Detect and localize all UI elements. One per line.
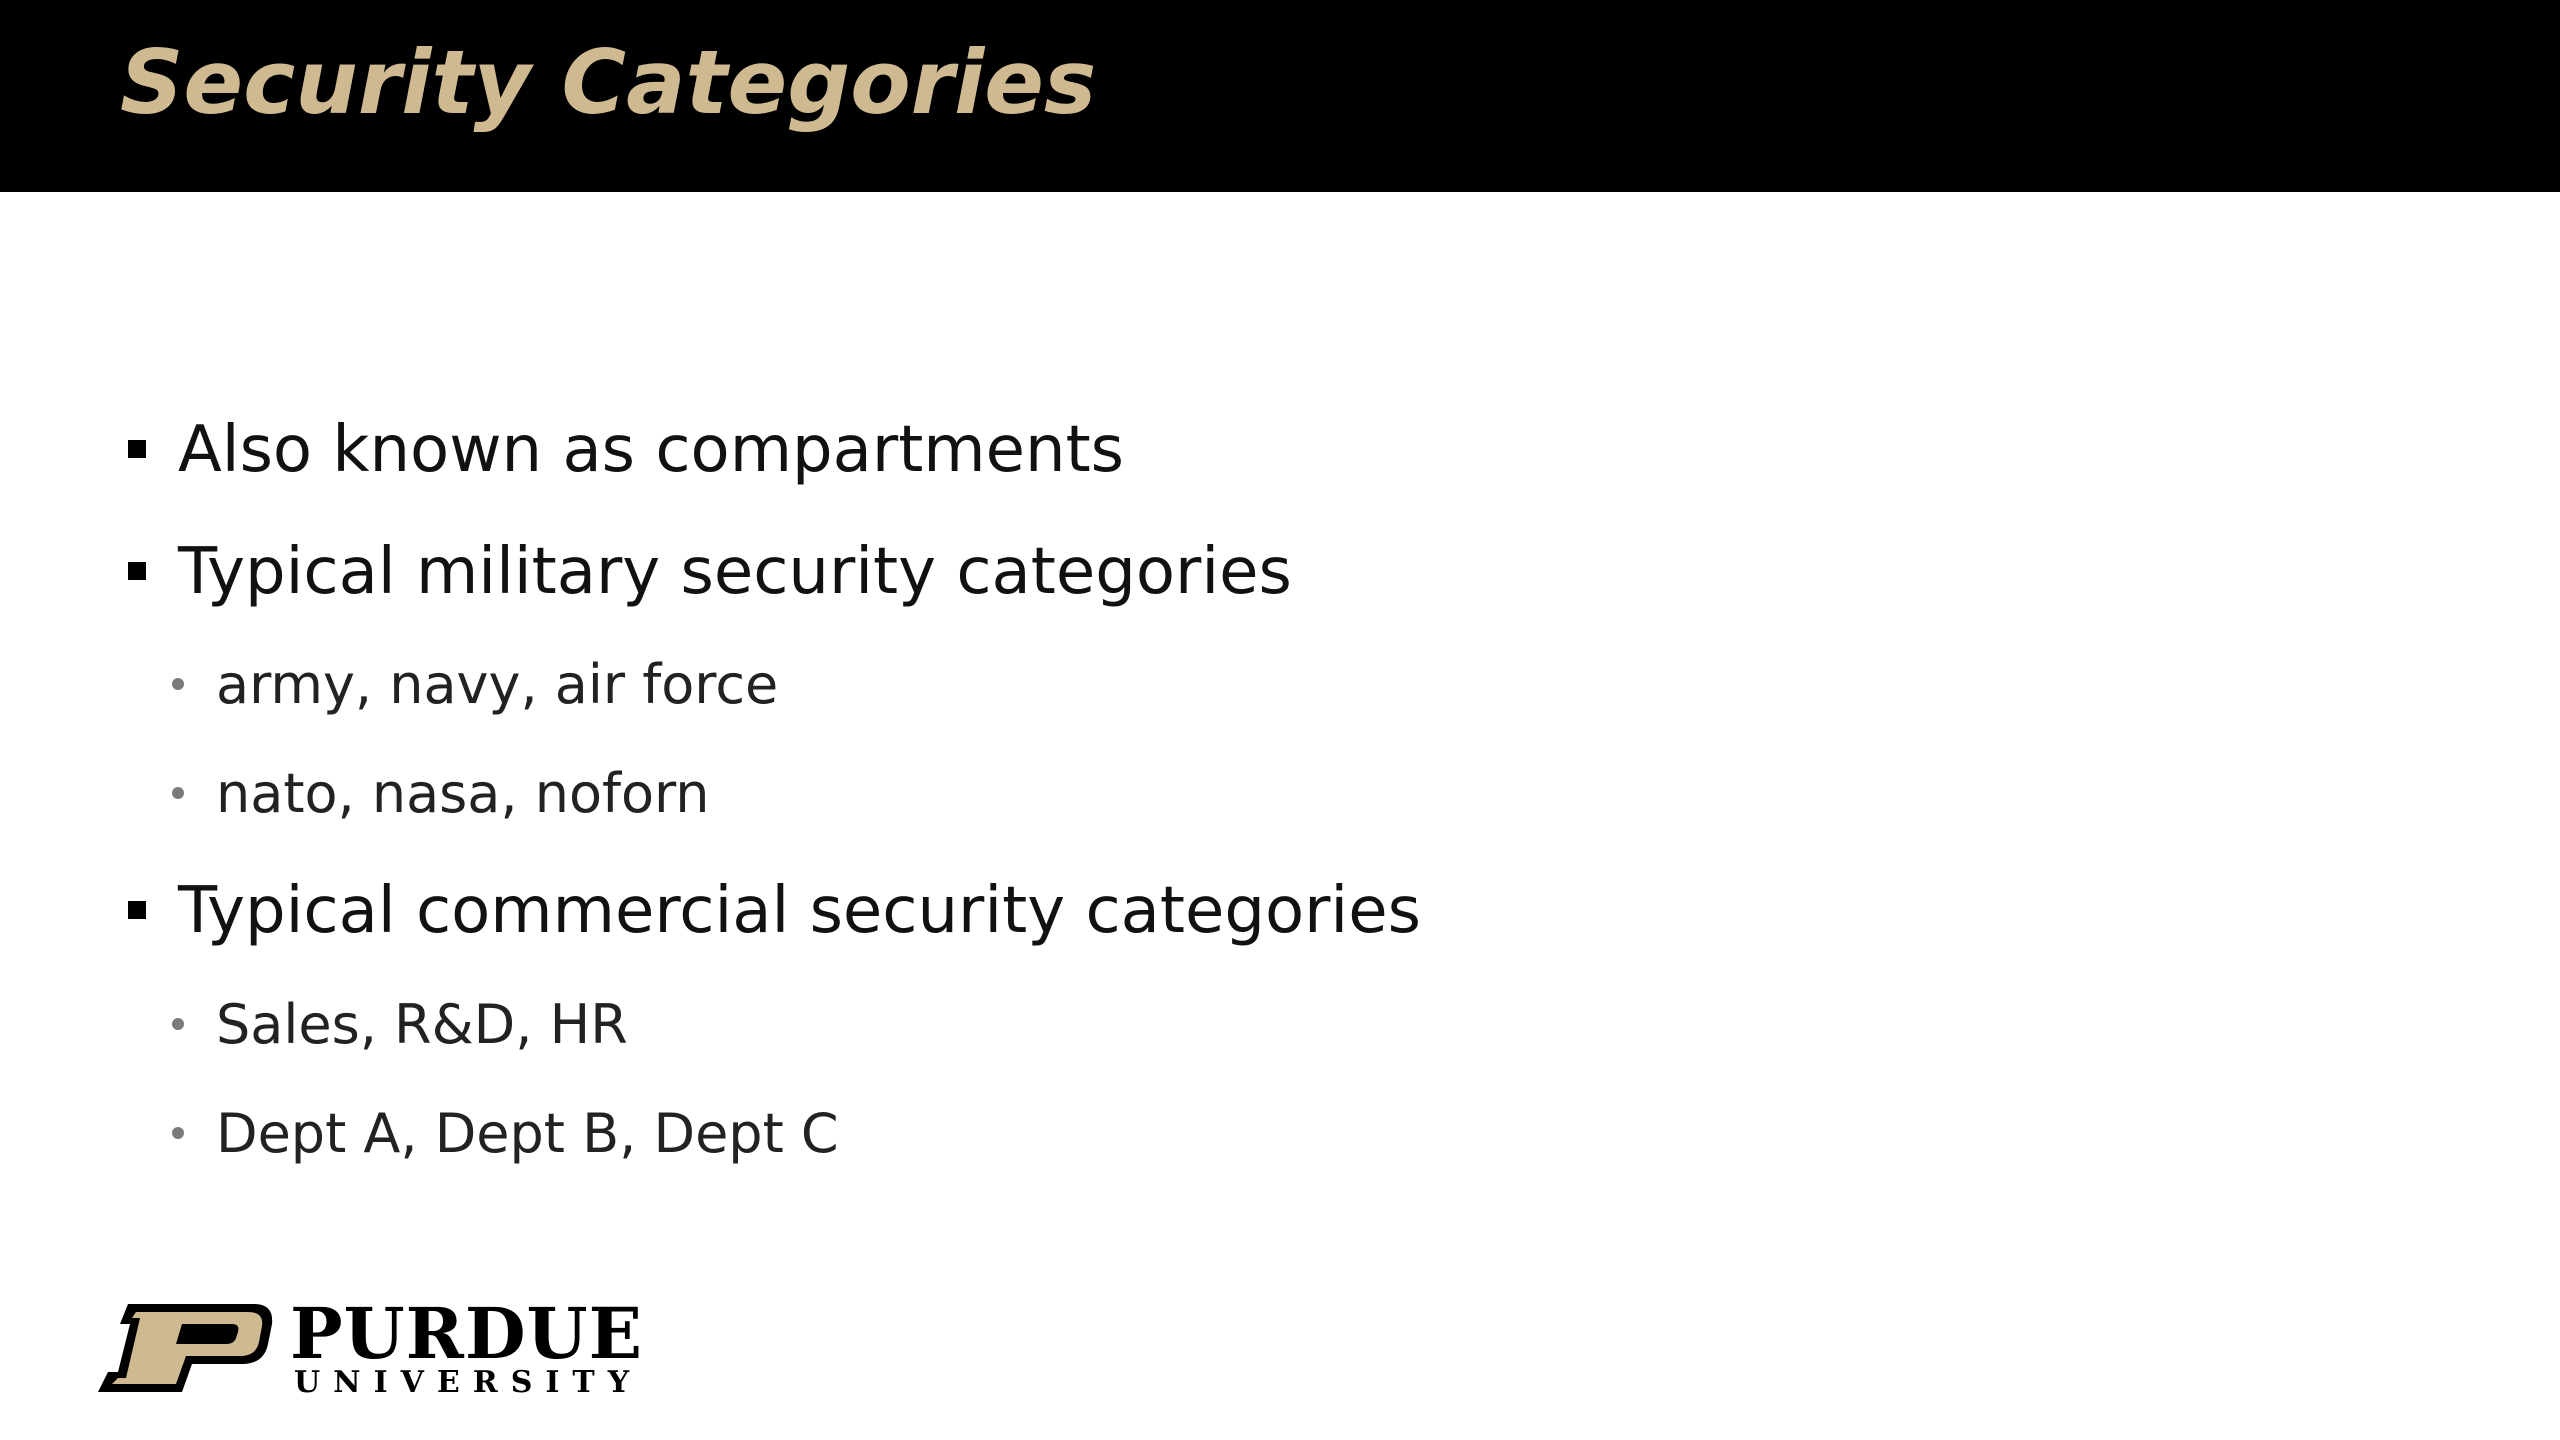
dot-bullet-icon xyxy=(172,678,184,690)
bullet-item xyxy=(122,532,1292,612)
sub-bullet-item xyxy=(168,1099,839,1169)
dot-bullet-icon xyxy=(172,787,184,799)
sub-bullet-text: Dept A, Dept B, Dept C xyxy=(216,1102,839,1165)
logo-wordmark: PURDUE xyxy=(290,1292,643,1375)
sub-bullet-text: Sales, R&D, HR xyxy=(216,993,628,1056)
dot-bullet-icon xyxy=(172,1018,184,1030)
logo-subtitle: UNIVERSITY xyxy=(294,1365,643,1400)
purdue-p-motion-icon xyxy=(96,1300,276,1400)
bullet-text: Also known as compartments xyxy=(178,413,1124,487)
bullet-text: Typical commercial security categories xyxy=(178,874,1421,948)
dot-bullet-icon xyxy=(172,1127,184,1139)
slide-title: Security Categories xyxy=(120,31,1097,134)
bullet-item xyxy=(122,871,1421,951)
square-bullet-icon xyxy=(128,901,146,919)
square-bullet-icon xyxy=(128,562,146,580)
sub-bullet-item xyxy=(168,990,628,1060)
sub-bullet-item xyxy=(168,759,710,829)
sub-bullet-text: army, navy, air force xyxy=(216,653,779,716)
bullet-text: Typical military security categories xyxy=(178,535,1292,609)
bullet-item xyxy=(122,410,1124,490)
square-bullet-icon xyxy=(128,440,146,458)
purdue-logo xyxy=(96,1292,643,1400)
sub-bullet-item xyxy=(168,650,778,720)
sub-bullet-text: nato, nasa, noforn xyxy=(216,762,710,825)
